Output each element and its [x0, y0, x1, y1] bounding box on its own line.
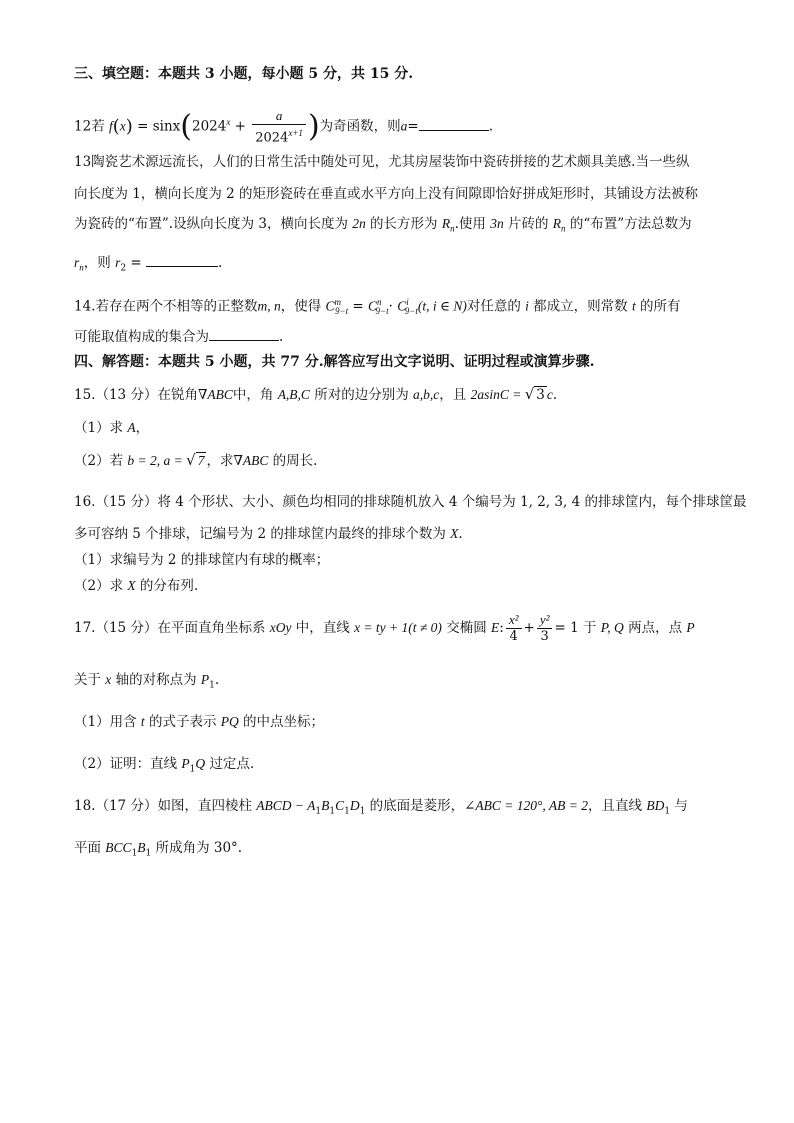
fraction-a-over-2024: $\frac{a}{2024^{x+1}}$	[252, 108, 306, 146]
question-17-line2: 关于 x 轴的对称点为 $P_1$.	[74, 672, 220, 691]
question-13-line2: 向长度为 1，横向长度为 2 的矩形瓷砖在垂直或水平方向上没有间隙即恰好拼成矩形时，其铺设方法被称	[74, 186, 699, 202]
answer-blank-14[interactable]	[209, 326, 279, 341]
question-15-part1: （1）求 A，	[74, 420, 150, 436]
question-12: 12若 $f(x) = \sin x(2024^x$ + $\frac{a}{2024^{x+1}}$ )为奇函数，则a= .	[74, 107, 494, 146]
question-14-line2: 可能取值构成的集合为 .	[74, 326, 283, 347]
question-18-line1: 18.（17 分）如图，直四棱柱 ABCD − $A_1B_1C_1D_1$ 的底面是菱形，∠ABC = 120°, AB = 2，且直线 $BD_1$ 与	[74, 798, 688, 817]
question-13-line4: $r_n$，则 $r_2$ = .	[74, 252, 222, 279]
fraction-x2-over-4: $\frac{\text{x²}}{4}$	[506, 612, 522, 645]
section3-header: 三、填空题：本题共 3 小题，每小题 5 分，共 15 分.	[74, 66, 414, 82]
question-18-line2: 平面 $BCC_1B_1$ 所成角为 30°.	[74, 840, 243, 859]
answer-blank-13[interactable]	[146, 252, 218, 267]
question-15-part2: （2）若 b = 2, a = √ 7 ，求∇ABC 的周长.	[74, 451, 318, 469]
section4-header: 四、解答题：本题共 5 小题，共 77 分.解答应写出文字说明、证明过程或演算步骤.	[74, 354, 595, 370]
question-16-line1: 16.（15 分）将 4 个形状、大小、颜色均相同的排球随机放入 4 个编号为 1, 2, 3, 4 的排球筐内，每个排球筐最	[74, 494, 747, 510]
question-16-part1: （1）求编号为 2 的排球筐内有球的概率；	[74, 552, 330, 568]
question-13-line3: 为瓷砖的“布置”.设纵向长度为 3，横向长度为 2n 的长方形为 $R_n$.使用 3n 片砖的 $R_n$ 的“布置”方法总数为	[74, 216, 692, 234]
question-16-part2: （2）求 X 的分布列.	[74, 578, 199, 594]
answer-blank-12[interactable]	[419, 116, 489, 131]
question-17-part1: （1）用含 t 的式子表示 PQ 的中点坐标；	[74, 714, 325, 730]
question-17-line1: 17.（15 分）在平面直角坐标系 xOy 中，直线 x = ty + 1(t ≠ 0) 交椭圆 E: $\frac{\text{x²}}{4}$ + $\frac{\text{y²}}{3}$ = 1 于 P, Q 两点，点 P	[74, 612, 695, 644]
question-13-line1: 13陶瓷艺术源远流长，人们的日常生活中随处可见，尤其房屋装饰中瓷砖拼接的艺术颇具美感.当一些纵	[74, 154, 690, 170]
question-15-line1: 15.（13 分）在锐角∇ABC中，角 A,B,C 所对的边分别为 a,b,c，且 2asinC = √ 3 c.	[74, 385, 558, 403]
question-14-line1: 14.若存在两个不相等的正整数m, n，使得 $C^m_{9-t} = C^n_{9-t}\cdot C^i_{9-t}(t$, i ∈ N)对任意的 i 都成立，则常数 t 的所有	[74, 297, 681, 317]
question-17-part2: （2）证明：直线 $P_1Q$ 过定点.	[74, 756, 255, 775]
fraction-y2-over-3: $\frac{\text{y²}}{3}$	[537, 612, 553, 645]
question-16-line2: 多可容纳 5 个排球，记编号为 2 的排球筐内最终的排球个数为 X.	[74, 526, 463, 542]
